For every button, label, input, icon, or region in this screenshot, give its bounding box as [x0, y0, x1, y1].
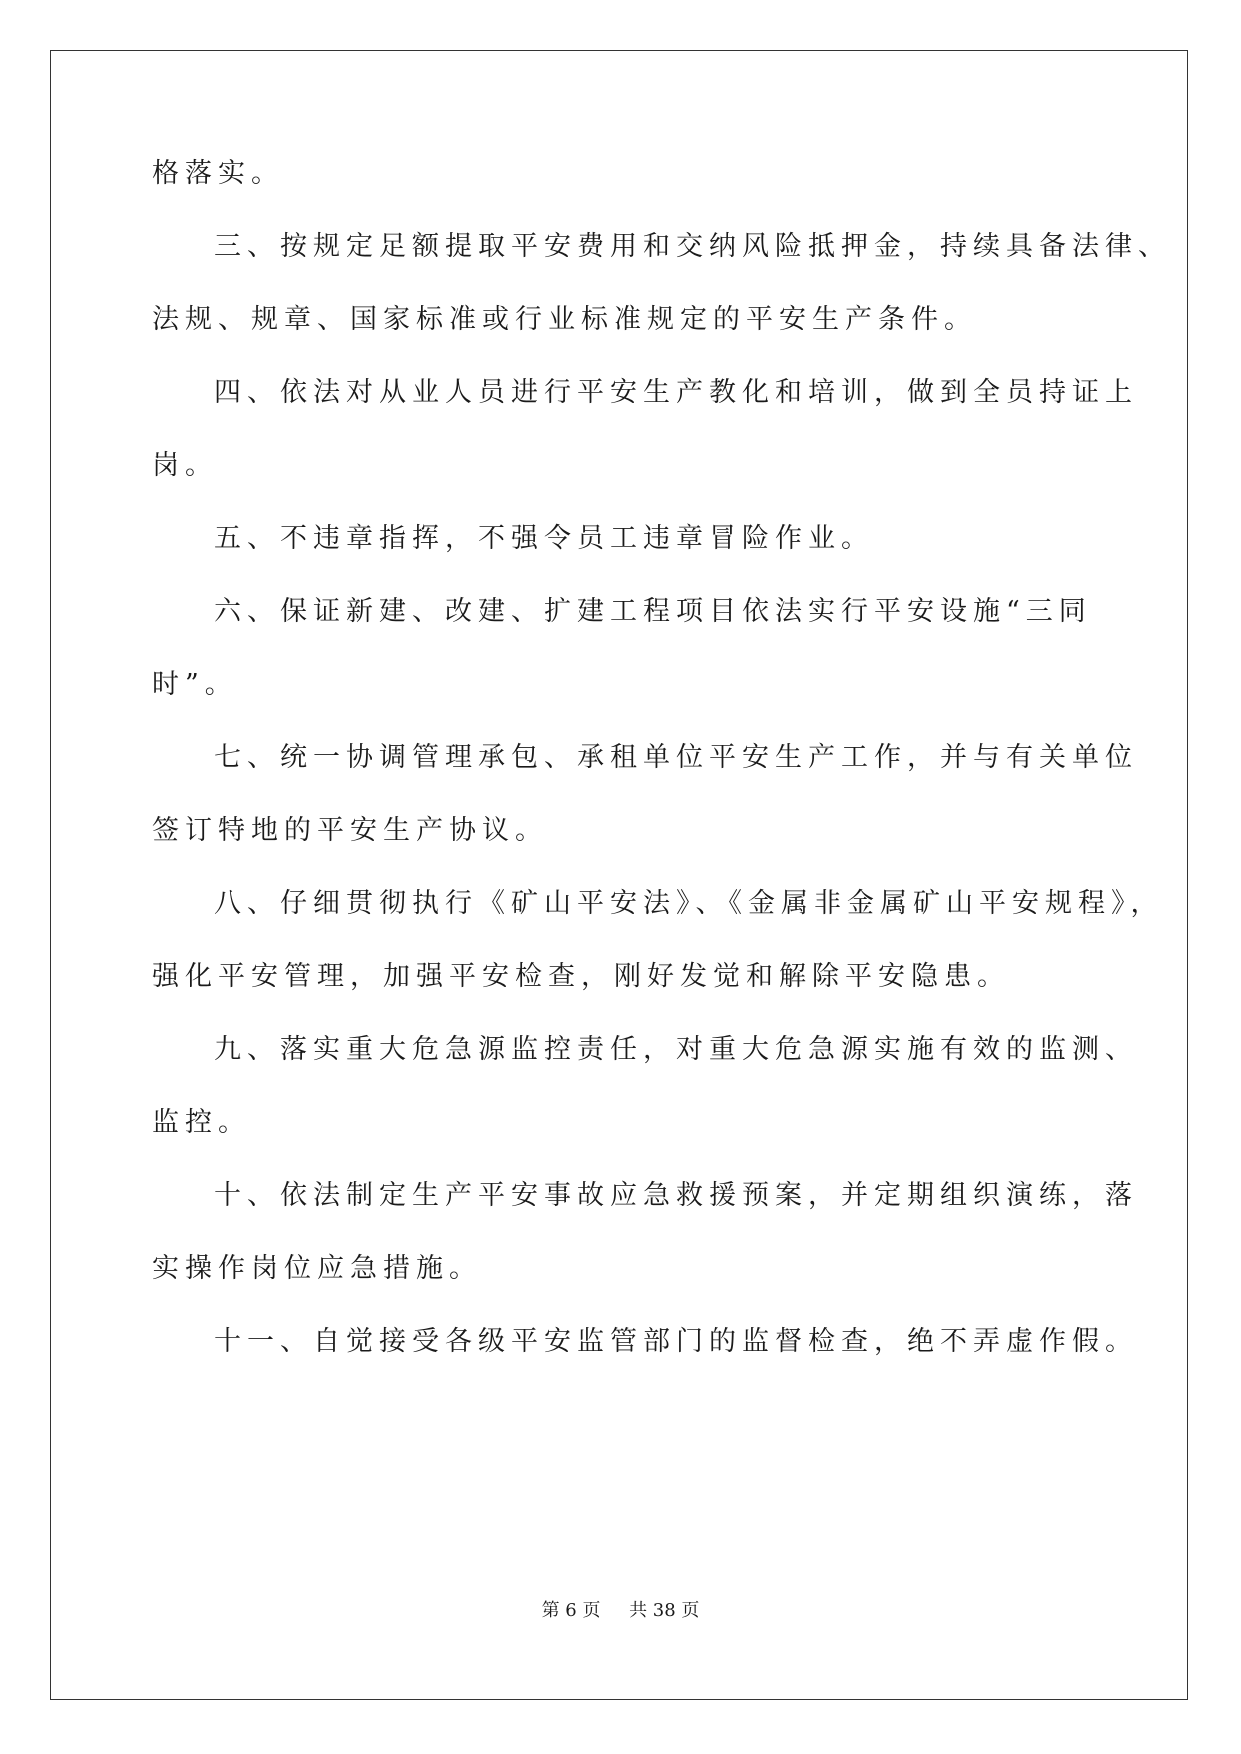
text-line: 监控。 [152, 1107, 251, 1138]
text-line: 十一、自觉接受各级平安监管部门的监督检查，绝不弄虚作假。 [214, 1326, 1138, 1357]
page-total: 共 38 页 [629, 1600, 700, 1621]
text-line: 四、依法对从业人员进行平安生产教化和培训，做到全员持证上 [214, 377, 1138, 408]
text-line: 七、统一协调管理承包、承租单位平安生产工作，并与有关单位 [214, 742, 1138, 773]
text-line: 法规、规章、国家标准或行业标准规定的平安生产条件。 [152, 304, 977, 335]
text-line: 强化平安管理，加强平安检查，刚好发觉和解除平安隐患。 [152, 961, 1010, 992]
text-line: 十、依法制定生产平安事故应急救援预案，并定期组织演练，落 [214, 1180, 1138, 1211]
text-line: 岗。 [152, 450, 218, 481]
text-line: 三、按规定足额提取平安费用和交纳风险抵押金，持续具备法律、 [214, 231, 1171, 262]
text-line: 签订特地的平安生产协议。 [152, 815, 548, 846]
text-line: 五、不违章指挥，不强令员工违章冒险作业。 [214, 523, 874, 554]
text-line: 实操作岗位应急措施。 [152, 1253, 482, 1284]
text-line: 格落实。 [152, 158, 284, 189]
page-number: 第 6 页 [541, 1600, 601, 1621]
page-border [50, 50, 1188, 1700]
page-footer [0, 1596, 1241, 1622]
text-line: 八、仔细贯彻执行《矿山平安法》、《金属非金属矿山平安规程》， [214, 888, 1164, 919]
text-line: 六、保证新建、改建、扩建工程项目依法实行平安设施“三同 [214, 596, 1092, 627]
text-line: 时”。 [152, 669, 238, 700]
text-line: 九、落实重大危急源监控责任，对重大危急源实施有效的监测、 [214, 1034, 1138, 1065]
